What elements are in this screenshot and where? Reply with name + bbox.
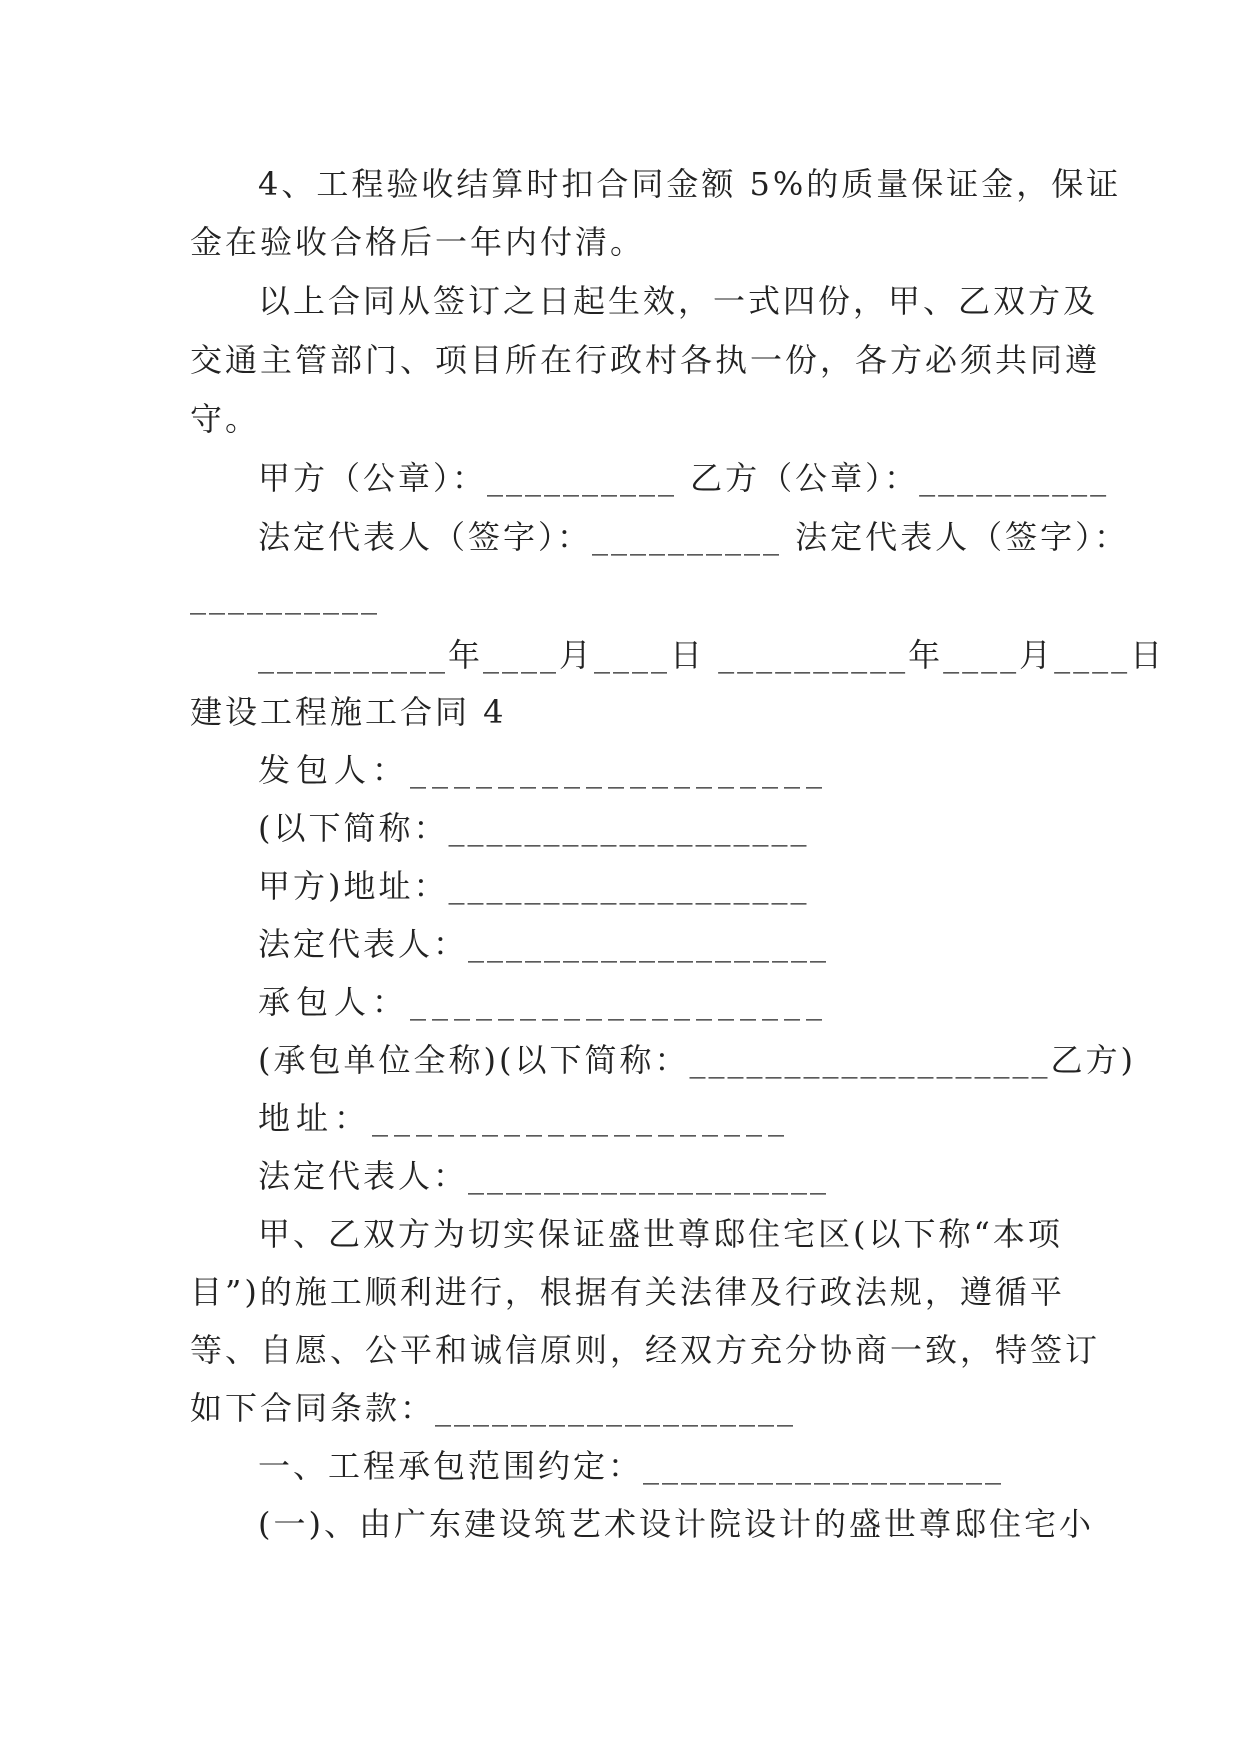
- contractor-name-field: (承包单位全称)(以下简称：___________________乙方): [258, 1041, 1136, 1079]
- date-line: __________年____月____日 __________年____月____日: [258, 636, 1166, 674]
- paragraph-line: 交通主管部门、项目所在行政村各执一份，各方必须共同遵: [190, 341, 1101, 379]
- signature-seal-line: 甲方（公章）：__________ 乙方（公章）：__________: [258, 459, 1110, 497]
- paragraph-line: 甲、乙双方为切实保证盛世尊邸住宅区(以下称“本项: [258, 1215, 1063, 1253]
- signature-blank-line: __________: [190, 577, 380, 615]
- clause-heading: 一、工程承包范围约定：___________________: [258, 1447, 1005, 1485]
- legal-representative-field: 法定代表人：___________________: [258, 925, 830, 963]
- contractor-field: 承包人：___________________: [258, 983, 829, 1021]
- clause-line: (一)、由广东建设筑艺术设计院设计的盛世尊邸住宅小: [258, 1505, 1094, 1543]
- paragraph-line: 以上合同从签订之日起生效，一式四份，甲、乙双方及: [258, 282, 1099, 320]
- paragraph-line: 金在验收合格后一年内付清。: [190, 223, 646, 261]
- abbreviation-field: (以下简称：___________________: [258, 809, 810, 847]
- employer-field: 发包人：___________________: [258, 751, 829, 789]
- paragraph-line: 4、工程验收结算时扣合同金额 5%的质量保证金，保证: [258, 165, 1122, 203]
- paragraph-line: 守。: [190, 400, 261, 438]
- contractor-representative-field: 法定代表人：___________________: [258, 1157, 830, 1195]
- contractor-address-field: 地址：___________________: [258, 1099, 791, 1137]
- signature-representative-line: 法定代表人（签字）：__________ 法定代表人（签字）：: [258, 518, 1130, 556]
- address-field: 甲方)地址：___________________: [258, 867, 810, 905]
- paragraph-line: 如下合同条款：___________________: [190, 1389, 797, 1427]
- paragraph-line: 目”)的施工顺利进行，根据有关法律及行政法规，遵循平: [190, 1273, 1065, 1311]
- section-title: 建设工程施工合同 4: [190, 693, 507, 731]
- paragraph-line: 等、自愿、公平和诚信原则，经双方充分协商一致，特签订: [190, 1331, 1101, 1369]
